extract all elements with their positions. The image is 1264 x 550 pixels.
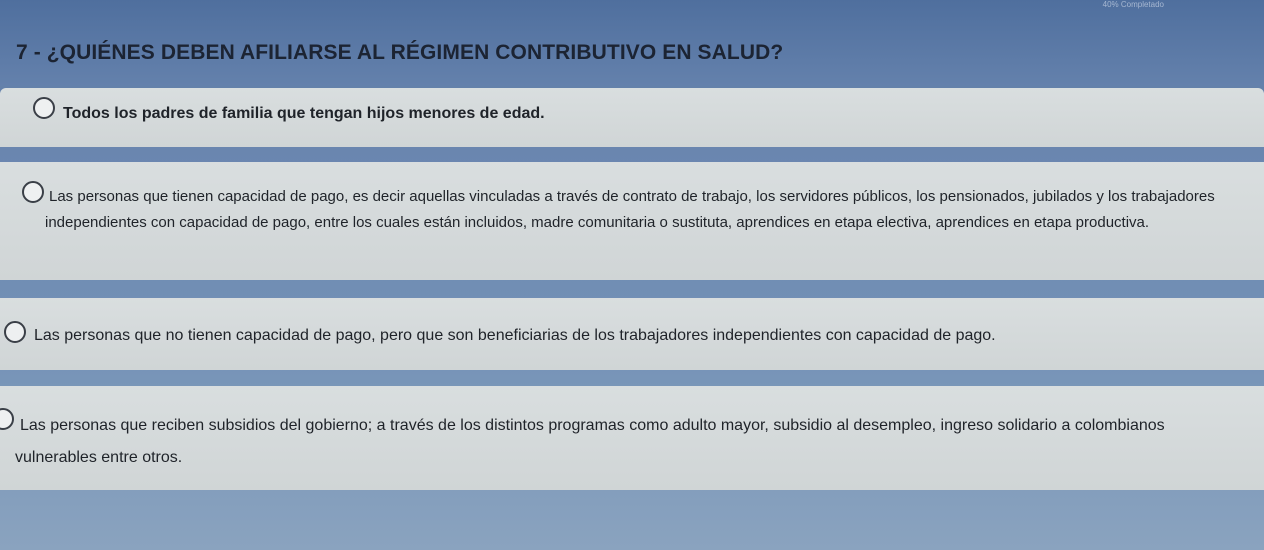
answer-option-d-text: Las personas que reciben subsidios del gobierno; a través de los distintos programas como adulto mayor, subsidio al desempleo, ingreso solidario a colombianos vulnerables entre otros. bbox=[15, 417, 1165, 466]
answer-option-b-text: Las personas que tienen capacidad de pago, es decir aquellas vinculadas a través de contrato de trabajo, los servidores públicos, los pensionados, jubilados y los trabajadores independientes con capacidad de pago, entre los cuales están incluidos, madre comunitaria o sustituta, aprendices en etapa electiva, aprendices en etapa productiva. bbox=[45, 188, 1215, 231]
answer-option-a-text: Todos los padres de familia que tengan hijos menores de edad. bbox=[63, 105, 545, 122]
question-title: 7 - ¿QUIÉNES DEBEN AFILIARSE AL RÉGIMEN CONTRIBUTIVO EN SALUD? bbox=[16, 41, 784, 64]
radio-unchecked-icon[interactable] bbox=[33, 97, 55, 119]
progress-text: 40% Completado bbox=[1102, 0, 1164, 9]
quiz-header bbox=[0, 0, 1264, 86]
answer-option-c-text: Las personas que no tienen capacidad de pago, pero que son beneficiarias de los trabajadores independientes con capacidad de pago. bbox=[34, 327, 996, 344]
radio-unchecked-icon[interactable] bbox=[22, 181, 44, 203]
radio-unchecked-icon[interactable] bbox=[4, 321, 26, 343]
